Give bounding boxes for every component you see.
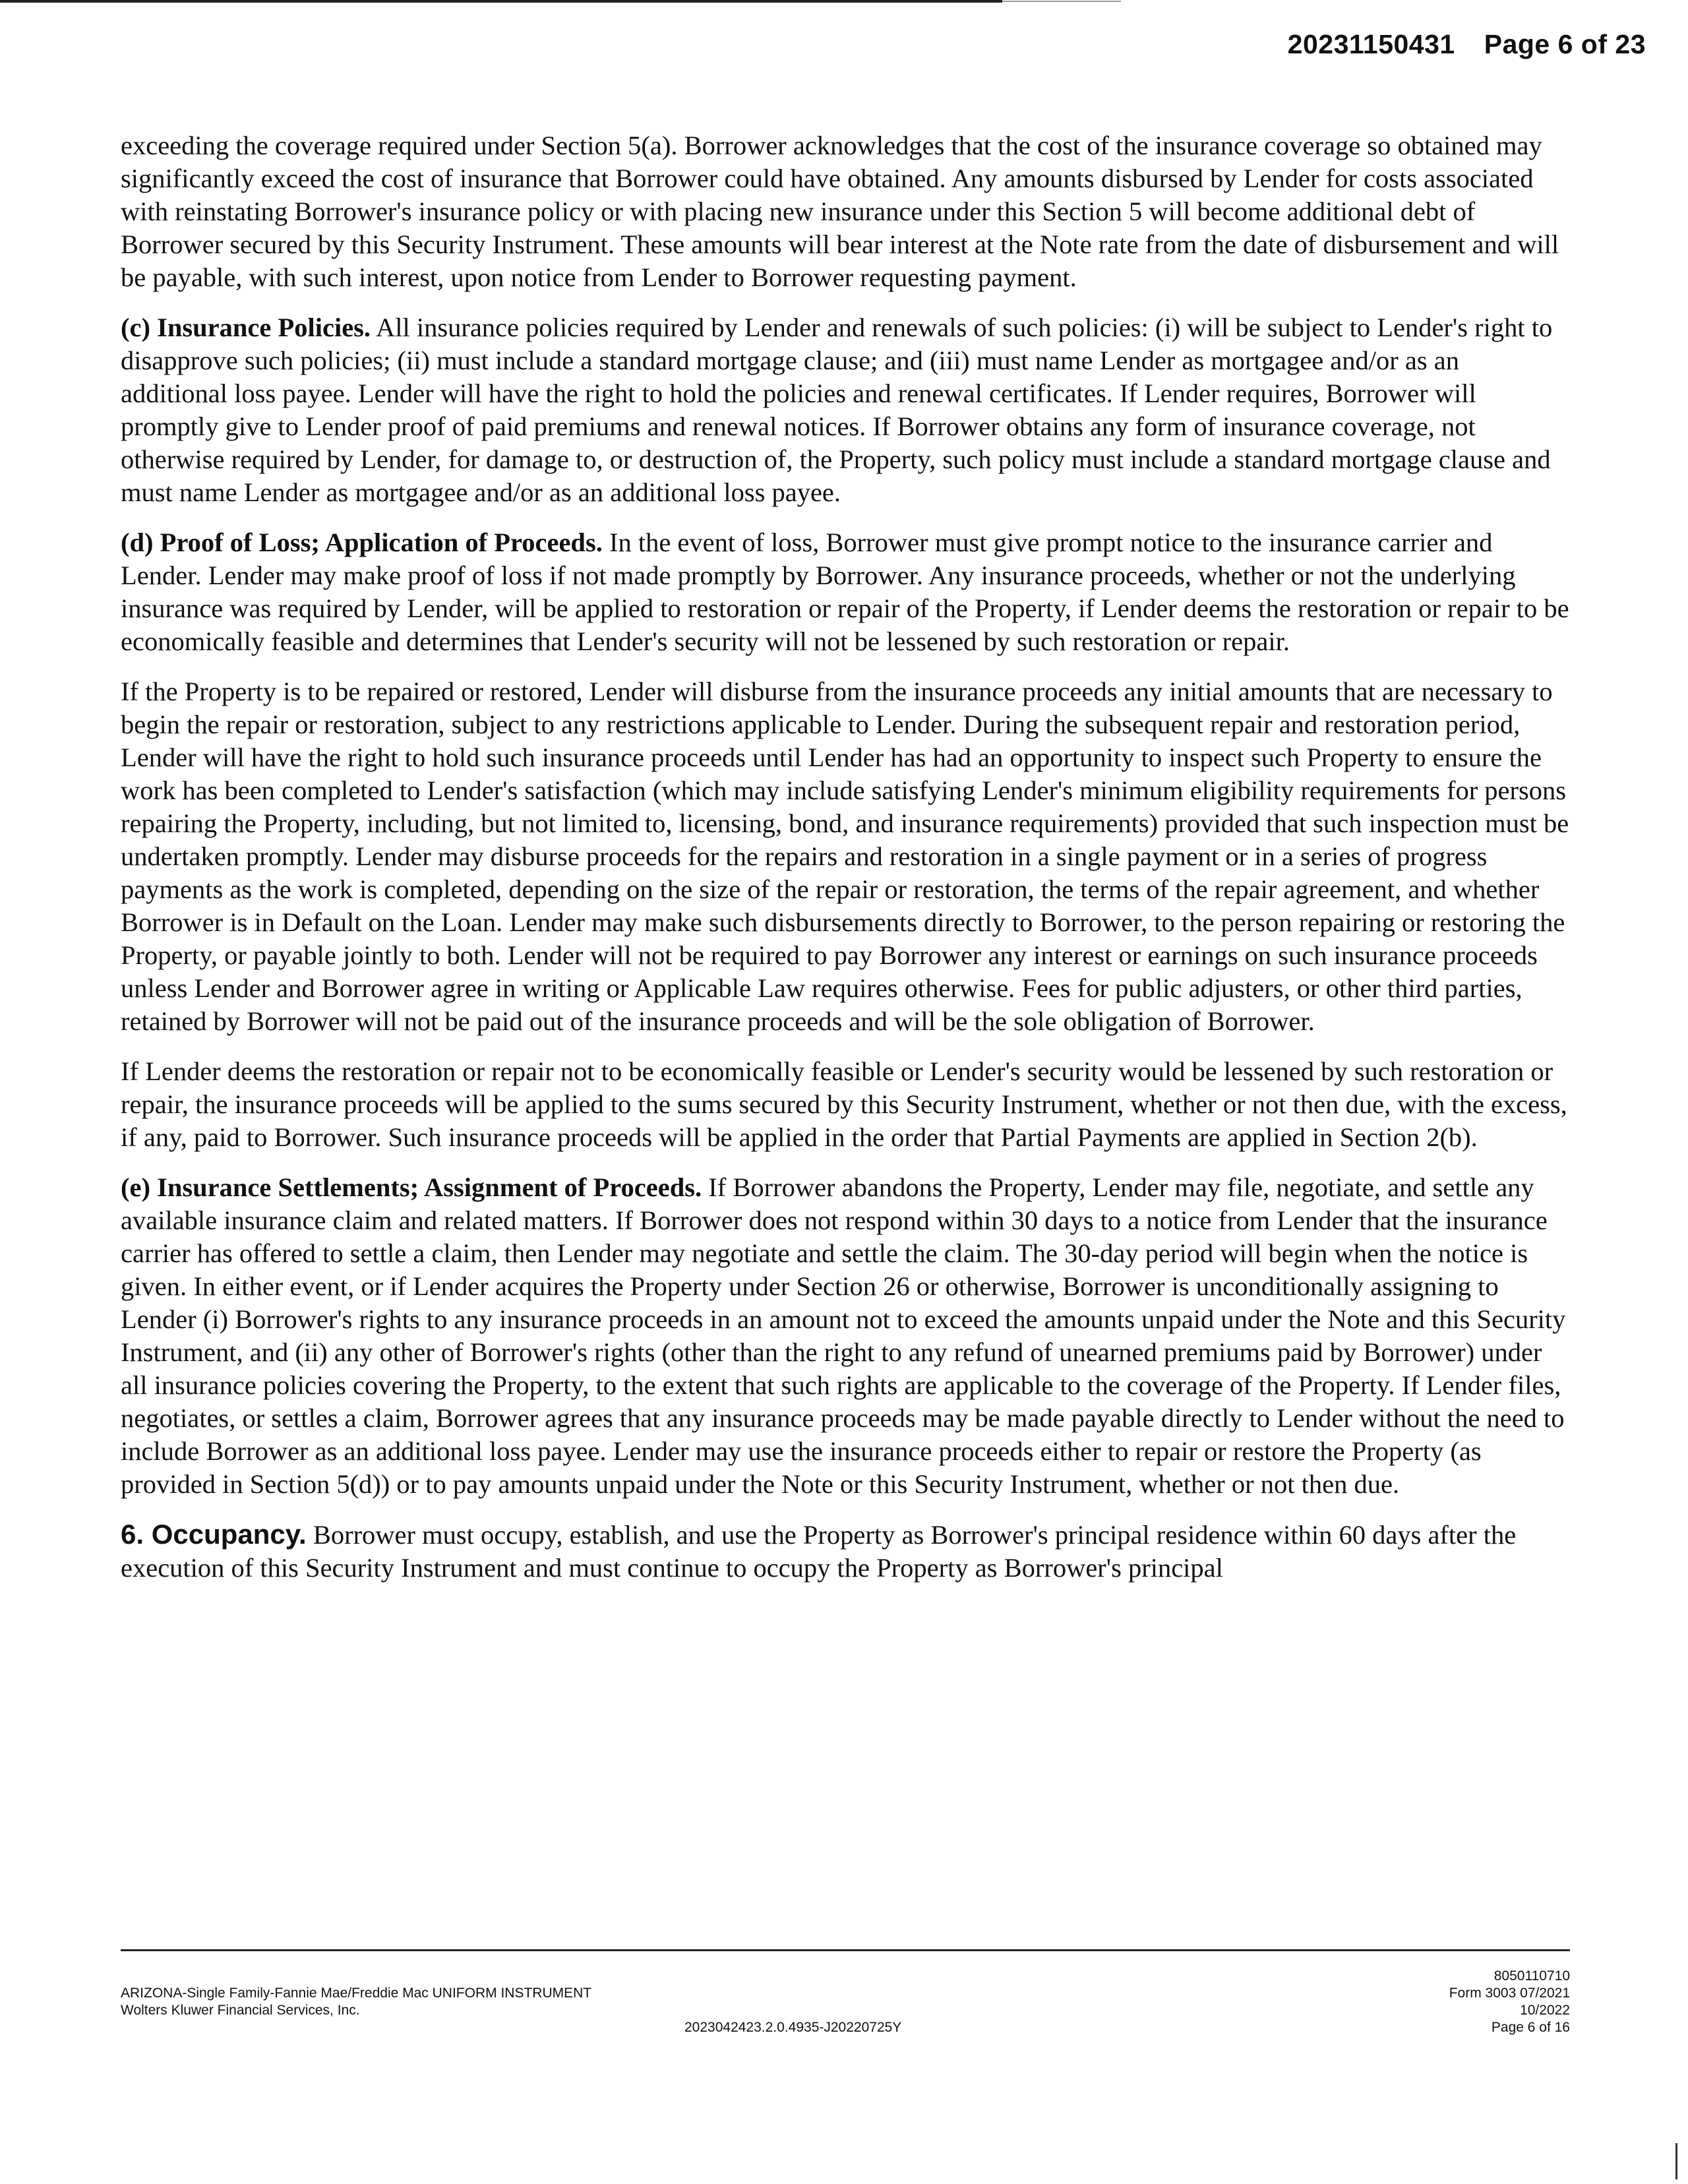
document-body [121,129,1570,1602]
section-5d-heading: (d) Proof of Loss; Application of Proceeds. [121,528,603,557]
footer-rule [121,1949,1570,1951]
footer-revision: 10/2022 [1520,2003,1570,2018]
section-5c-insurance-policies [121,311,1570,509]
recording-number: 20231150431 [1287,29,1455,59]
section-5e-insurance-settlements [121,1171,1570,1501]
footer-form-title: ARIZONA-Single Family-Fannie Mae/Freddie Mac UNIFORM INSTRUMENT [121,1986,592,2001]
footer-right [1449,1968,1570,2036]
footer-publisher: Wolters Kluwer Financial Services, Inc. [121,2003,360,2018]
paragraph-continuation: exceeding the coverage required under Section 5(a). Borrower acknowledges that the cost of the insurance coverage so obtained may significantly exceed the cost of insurance that Borrower could have obtained. Any amounts disbursed by Lender for costs associated with reinstating Borrower's insurance policy or with placing new insurance under this Section 5 will become additional debt of Borrower secured by this Security Instrument. These amounts will bear interest at the Note rate from the date of disbursement and will be payable, with such interest, upon notice from Lender to Borrower requesting payment. [121,131,1559,292]
footer-form-number: Form 3003 07/2021 [1449,1986,1570,2001]
scan-edge-mark [1675,2143,1677,2179]
footer-page-number: Page 6 of 16 [1491,2020,1570,2035]
recording-page-label: Page 6 of 23 [1484,29,1646,59]
section-5e-text: If Borrower abandons the Property, Lender may file, negotiate, and settle any available insurance claim and related matters. If Borrower does not respond within 30 days to a notice from Lender that the insurance carrier has offered to settle a claim, then Lender may negotiate and settle the claim. The 30-day period will begin when the notice is given. In either event, or if Lender acquires the Property under Section 26 or otherwise, Borrower is unconditionally assigning to Lender (i) Borrower's rights to any insurance proceeds in an amount not to exceed the amounts unpaid under the Note and this Security Instrument, and (ii) any other of Borrower's rights (other than the right to any refund of unearned premiums paid by Borrower) under all insurance policies covering the Property, to the extent that such rights are applicable to the coverage of the Property. If Lender files, negotiates, or settles a claim, Borrower agrees that any insurance proceeds may be made payable directly to Lender without the need to include Borrower as an additional loss payee. Lender may use the insurance proceeds either to repair or restore the Property (as provided in Section 5(d)) or to pay amounts unpaid under the Note or this Security Instrument, whether or not then due. [121,1172,1566,1499]
section-6-occupancy [121,1518,1570,1585]
top-edge-rule [0,0,1002,3]
footer-form-id: 8050110710 [1493,1968,1570,1984]
section-5d-paragraph-3: If Lender deems the restoration or repair not to be economically feasible or Lender's security would be lessened by such restoration or repair, the insurance proceeds will be applied to the sums secured by this Security Instrument, whether or not then due, with the excess, if any, paid to Borrower. Such insurance proceeds will be applied in the order that Partial Payments are applied in Section 2(b). [121,1056,1567,1152]
section-5d-paragraph-2: If the Property is to be repaired or restored, Lender will disburse from the insurance proceeds any initial amounts that are necessary to begin the repair or restoration, subject to any restrictions applicable to Lender. During the subsequent repair and restoration period, Lender will have the right to hold such insurance proceeds until Lender has had an opportunity to inspect such Property to ensure the work has been completed to Lender's satisfaction (which may include satisfying Lender's minimum eligibility requirements for persons repairing the Property, including, but not limited to, licensing, bond, and insurance requirements) provided that such inspection must be undertaken promptly. Lender may disburse proceeds for the repairs and restoration in a single payment or in a series of progress payments as the work is completed, depending on the size of the repair or restoration, the terms of the repair agreement, and whether Borrower is in Default on the Loan. Lender may make such disbursements directly to Borrower, to the person repairing or restoring the Property, or payable jointly to both. Lender will not be required to pay Borrower any interest or earnings on such insurance proceeds unless Lender and Borrower agree in writing or Applicable Law requires otherwise. Fees for public adjusters, or other third parties, retained by Borrower will not be paid out of the insurance proceeds and will be the sole obligation of Borrower. [121,677,1569,1036]
section-5c-heading: (c) Insurance Policies. [121,313,371,342]
footer-left [121,1985,591,2019]
section-6-heading: 6. Occupancy. [121,1519,307,1550]
recording-header [1288,29,1646,60]
page-footer [121,1956,1570,2048]
section-5c-text: All insurance policies required by Lender and renewals of such policies: (i) will be subject to Lender's right to disapprove such policies; (ii) must include a standard mortgage clause; and (iii) must name Lender as mortgagee and/or as an additional loss payee. Lender will have the right to hold the policies and renewal certificates. If Lender requires, Borrower will promptly give to Lender proof of paid premiums and renewal notices. If Borrower obtains any form of insurance coverage, not otherwise required by Lender, for damage to, or destruction of, the Property, such policy must include a standard mortgage clause and must name Lender as mortgagee and/or as an additional loss payee. [121,313,1553,507]
section-5e-heading: (e) Insurance Settlements; Assignment of Proceeds. [121,1172,702,1202]
section-5d-proof-of-loss [121,526,1570,658]
section-6-text: Borrower must occupy, establish, and use the Property as Borrower's principal residence within 60 days after the execution of this Security Instrument and must continue to occupy the Property as Borrower's principal [121,1520,1517,1583]
section-5d-text: In the event of loss, Borrower must give prompt notice to the insurance carrier and Lender. Lender may make proof of loss if not made promptly by Borrower. Any insurance proceeds, whether or not the underlying insurance was required by Lender, will be applied to restoration or repair of the Property, if Lender deems the restoration or repair to be economically feasible and determines that Lender's security will not be lessened by such restoration or repair. [121,528,1569,656]
footer-doc-code: 2023042423.2.0.4935-J20220725Y [684,2020,902,2035]
top-edge-rule-tail [1002,1,1121,2]
